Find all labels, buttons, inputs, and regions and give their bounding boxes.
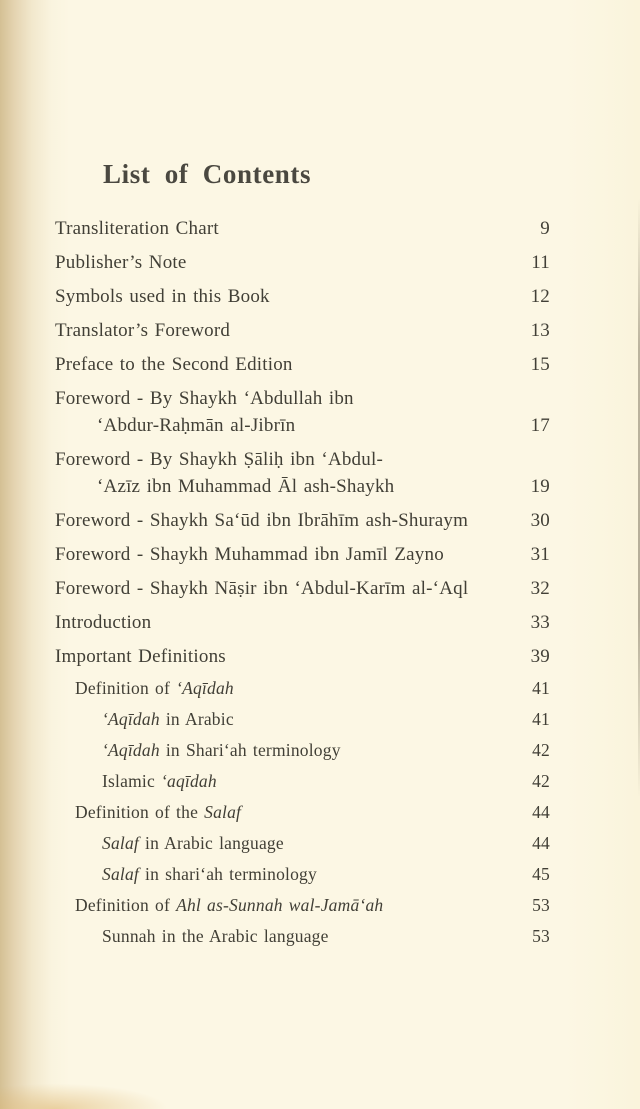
toc-entry bbox=[55, 834, 550, 853]
toc-title-segment: Foreword - Shaykh Muhammad ibn Jamīl Zayno bbox=[55, 544, 444, 565]
toc-entry-page-number: 9 bbox=[540, 218, 550, 239]
toc-entry-page-number: 31 bbox=[530, 544, 550, 565]
toc-entry-title bbox=[55, 927, 329, 946]
page-title: List of Contents bbox=[103, 159, 312, 189]
toc-title-italic-segment: Salaf bbox=[102, 864, 139, 884]
toc-entry-page-number: 41 bbox=[532, 678, 550, 698]
toc-entry bbox=[55, 218, 550, 239]
toc-title-segment: in Shari‘ah terminology bbox=[159, 740, 341, 760]
toc-entry-page-number: 15 bbox=[530, 354, 550, 375]
toc-title-segment: Symbols used in this Book bbox=[55, 286, 270, 307]
toc-title-segment: Important Definitions bbox=[55, 646, 226, 667]
toc-entry-title bbox=[55, 741, 341, 760]
toc-entry-page-number: 11 bbox=[531, 252, 550, 273]
toc-entry-page-number: 53 bbox=[532, 895, 550, 915]
toc-entry bbox=[55, 544, 550, 565]
toc-entry-title bbox=[55, 354, 293, 375]
toc-title-segment: Translator’s Foreword bbox=[55, 320, 231, 341]
toc-entry bbox=[55, 803, 550, 822]
toc-title-segment: Definition of the bbox=[75, 802, 205, 822]
toc-entry bbox=[55, 612, 550, 633]
toc-title-italic-segment: ‘Aqīdah bbox=[176, 678, 234, 698]
toc-entry-title bbox=[55, 388, 354, 409]
toc-title-segment: Preface to the Second Edition bbox=[55, 354, 293, 375]
toc-title-italic-segment: ‘Aqīdah bbox=[102, 709, 160, 729]
toc-entry-title bbox=[55, 803, 241, 822]
toc-entry-page-number: 44 bbox=[532, 802, 550, 822]
toc-entry-page-number: 42 bbox=[532, 740, 550, 760]
toc-title-segment: in Arabic language bbox=[138, 833, 284, 853]
toc-entry-page-number: 17 bbox=[530, 415, 550, 436]
toc-title-segment: Definition of bbox=[75, 678, 177, 698]
toc-title-segment: Foreword - Shaykh Sa‘ūd ibn Ibrāhīm ash-Shuraym bbox=[55, 510, 469, 531]
toc-entry-page-number: 45 bbox=[532, 864, 550, 884]
toc-title-segment: Foreword - By Shaykh Ṣāliḥ ibn ‘Abdul- bbox=[55, 449, 383, 470]
toc-entry bbox=[55, 354, 550, 375]
toc-entry bbox=[55, 927, 550, 946]
toc-entry bbox=[55, 286, 550, 307]
toc-title-segment: Foreword - By Shaykh ‘Abdullah ibn bbox=[55, 388, 354, 409]
toc-entry-title bbox=[55, 772, 217, 791]
toc-title-segment: in shari‘ah terminology bbox=[138, 864, 317, 884]
toc-entry bbox=[55, 710, 550, 729]
toc-title-segment: Sunnah in the Arabic language bbox=[102, 926, 329, 946]
toc-entry-title bbox=[55, 320, 230, 341]
toc-title-segment: Introduction bbox=[55, 612, 152, 633]
table-of-contents bbox=[0, 218, 640, 946]
toc-title-segment: Publisher’s Note bbox=[55, 252, 187, 273]
toc-entry bbox=[55, 476, 550, 497]
toc-title-italic-segment: ‘aqīdah bbox=[160, 771, 217, 791]
toc-entry bbox=[55, 578, 550, 599]
toc-entry bbox=[55, 772, 550, 791]
toc-entry-page-number: 33 bbox=[530, 612, 550, 633]
toc-entry-title bbox=[55, 612, 151, 633]
toc-title-segment: in Arabic bbox=[159, 709, 234, 729]
toc-entry-title bbox=[55, 544, 444, 565]
toc-title-italic-segment: Salaf bbox=[204, 802, 242, 822]
toc-entry-page-number: 39 bbox=[530, 646, 550, 667]
toc-entry-title bbox=[55, 710, 234, 729]
toc-entry-title bbox=[55, 476, 394, 497]
toc-entry bbox=[55, 896, 550, 915]
toc-entry-title bbox=[55, 646, 226, 667]
toc-title-segment: Islamic bbox=[102, 771, 161, 791]
toc-entry-page-number: 42 bbox=[532, 771, 550, 791]
toc-title-segment: ‘Abdur-Raḥmān al-Jibrīn bbox=[97, 415, 296, 436]
toc-entry-title bbox=[55, 286, 270, 307]
toc-title-italic-segment: ‘Aqīdah bbox=[102, 740, 160, 760]
toc-entry-page-number: 44 bbox=[532, 833, 550, 853]
toc-entry-title bbox=[55, 218, 219, 239]
toc-title-italic-segment: Ahl as-Sunnah wal-Jamā‘ah bbox=[176, 895, 384, 915]
toc-entry bbox=[55, 865, 550, 884]
toc-entry-title bbox=[55, 834, 284, 853]
toc-entry-title bbox=[55, 865, 317, 884]
toc-entry bbox=[55, 388, 550, 409]
toc-entry-page-number: 12 bbox=[530, 286, 550, 307]
toc-title-italic-segment: Salaf bbox=[102, 833, 139, 853]
toc-entry bbox=[55, 415, 550, 436]
toc-entry-page-number: 41 bbox=[532, 709, 550, 729]
toc-entry-title bbox=[55, 415, 295, 436]
toc-entry-title bbox=[55, 578, 468, 599]
toc-entry-title bbox=[55, 510, 468, 531]
toc-entry-title bbox=[55, 252, 187, 273]
scanned-book-page bbox=[0, 158, 640, 1109]
toc-entry-title bbox=[55, 679, 234, 698]
toc-title-segment: Foreword - Shaykh Nāṣir ibn ‘Abdul-Karīm al-‘Aql bbox=[55, 578, 469, 599]
toc-entry-page-number: 30 bbox=[530, 510, 550, 531]
toc-entry-title bbox=[55, 896, 383, 915]
toc-entry bbox=[55, 646, 550, 667]
toc-entry-page-number: 13 bbox=[530, 320, 550, 341]
toc-entry bbox=[55, 449, 550, 470]
toc-entry-page-number: 32 bbox=[530, 578, 550, 599]
toc-title-segment: Definition of bbox=[75, 895, 177, 915]
toc-entry-title bbox=[55, 449, 383, 470]
toc-entry bbox=[55, 320, 550, 341]
toc-entry-page-number: 53 bbox=[532, 926, 550, 946]
toc-entry bbox=[55, 741, 550, 760]
toc-entry-page-number: 19 bbox=[530, 476, 550, 497]
toc-entry bbox=[55, 510, 550, 531]
toc-entry bbox=[55, 679, 550, 698]
toc-entry bbox=[55, 252, 550, 273]
toc-title-segment: Transliteration Chart bbox=[55, 218, 219, 239]
toc-title-segment: ‘Azīz ibn Muhammad Āl ash-Shaykh bbox=[97, 476, 395, 497]
